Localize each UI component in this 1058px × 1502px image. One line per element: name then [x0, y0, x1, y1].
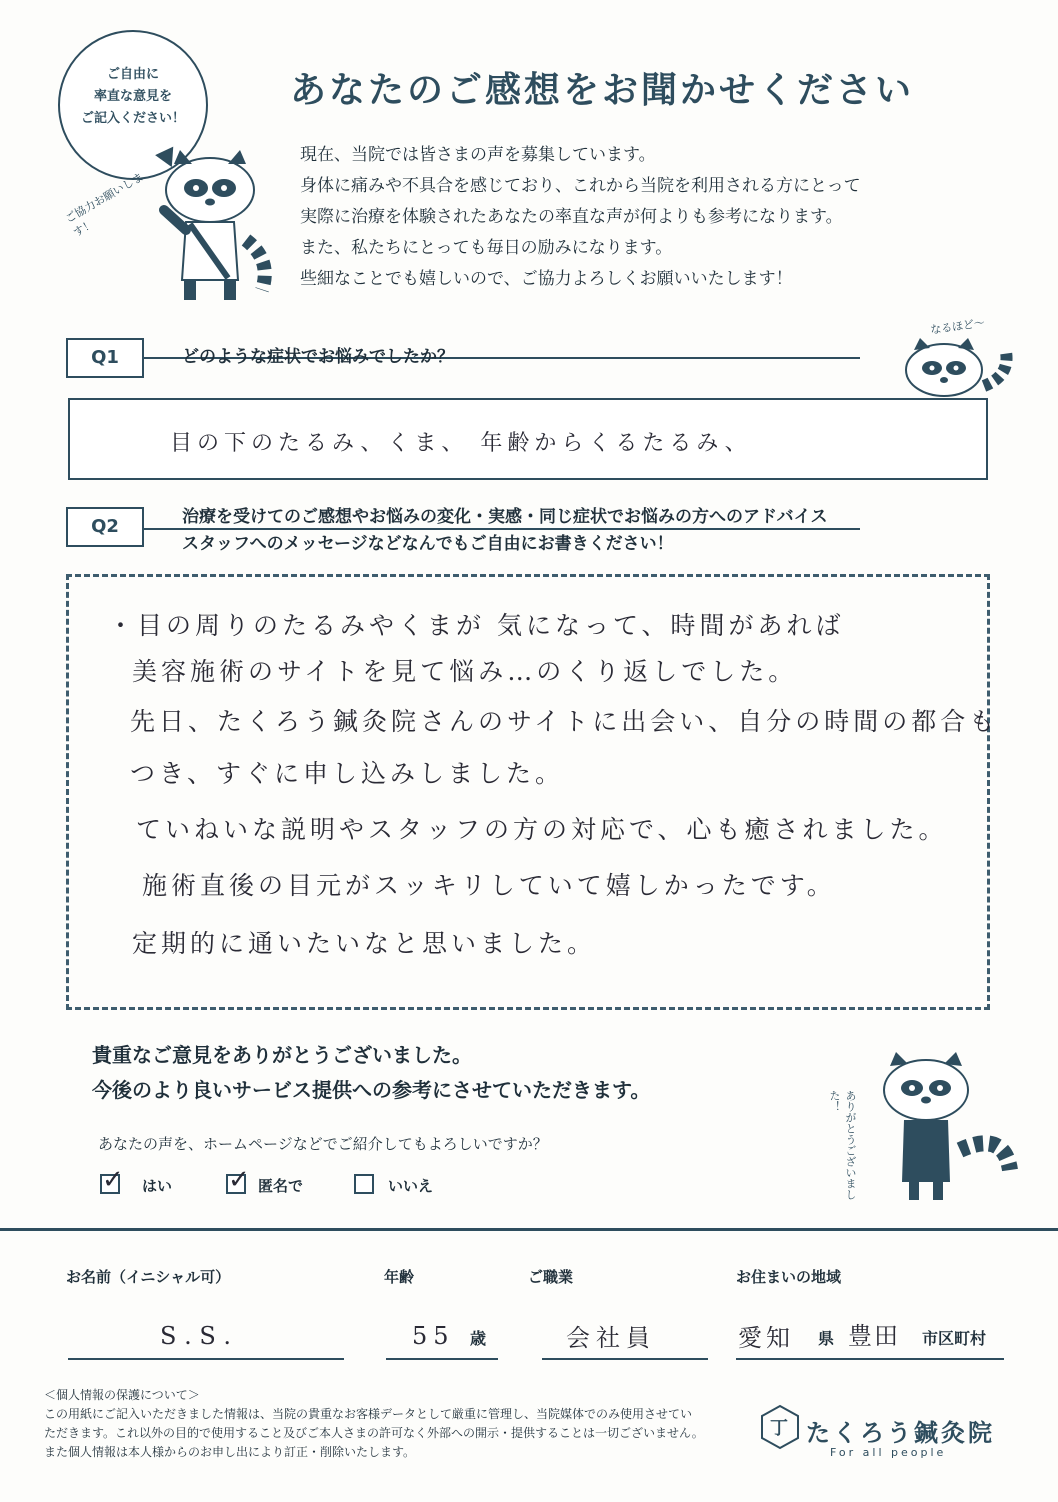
intro-text: 現在、当院では皆さまの声を募集しています。 身体に痛みや不具合を感じており、これから当院を利用される方にとって 実際に治療を体験されたあなたの率直な声が何よりも参考になります。 また、私たちにとっても毎日の励みになります。 些細なことでも嬉しいので、ご協力よろしくお願いいたします！: [300, 145, 861, 289]
age-value[interactable]: 55: [412, 1322, 455, 1350]
city-unit: 市区町村: [922, 1329, 987, 1348]
page-title: あなたのご感想をお聞かせください: [290, 70, 915, 111]
age-label: 年齢: [384, 1268, 415, 1286]
prefecture-value[interactable]: 愛知: [738, 1324, 794, 1352]
name-label: お名前（イニシャル可）: [66, 1268, 231, 1286]
consent-anonymous-label: 匿名で: [258, 1177, 304, 1195]
age-underline: [386, 1358, 498, 1360]
speech-bubble-text: ご自由に 率直な意見を ご記入ください！: [80, 67, 185, 126]
checkmark-icon: ✓: [228, 1165, 250, 1195]
consent-question: あなたの声を、ホームページなどでご紹介してもよろしいですか？: [98, 1135, 548, 1153]
q1-mascot-note: なるほど〜: [929, 316, 986, 337]
thanks-message: 貴重なご意見をありがとうございました。 今後のより良いサービス提供への参考にさせていただきます。: [92, 1043, 651, 1102]
clinic-name: たくろう鍼灸院: [806, 1419, 995, 1447]
raccoon-mascot-icon: [150, 150, 280, 310]
answer-line: ・目の周りのたるみやくまが 気になって、時間があれば: [108, 611, 845, 640]
q1-question: どのような症状でお悩みでしたか？: [182, 347, 454, 367]
logo-mark: 丁: [770, 1418, 788, 1439]
answer-line: ていねいな説明やスタッフの方の対応で、心も癒されました。: [136, 815, 948, 844]
prefecture-unit: 県: [818, 1329, 835, 1348]
job-label: ご職業: [528, 1268, 574, 1286]
consent-yes-label: はい: [142, 1177, 173, 1195]
consent-no-checkbox[interactable]: [354, 1174, 374, 1194]
job-underline: [542, 1358, 708, 1360]
name-underline: [68, 1358, 344, 1360]
thanks-mascot-note: ありがとうございました！: [828, 1090, 857, 1200]
checkmark-icon: ✓: [102, 1165, 124, 1195]
privacy-notice: ＜個人情報の保護について＞ この用紙にご記入いただきました情報は、当院の貴重なお客様データとして厳重に管理し、当院媒体でのみ使用させてい ただきます。これ以外の目的で使用すること及びご本人さまの許可なく外部への開示・提供することは一切ございません。 また個人情報は本人様からのお申し出により訂正・削除いたします。: [44, 1388, 704, 1459]
q2-label: Q2: [66, 507, 144, 547]
side-note: ご協力お願いします！: [63, 170, 146, 240]
clinic-tagline: For all people: [830, 1446, 947, 1459]
q2-question: 治療を受けてのご感想やお悩みの変化・実感・同じ症状でお悩みの方へのアドバイス スタッフへのメッセージなどなんでもご自由にお書きください！: [182, 507, 828, 554]
q1-answer-text: 目の下のたるみ、くま、 年齢からくるたるみ、: [170, 431, 752, 456]
answer-line: 定期的に通いたいなと思いました。: [132, 929, 597, 958]
age-unit: 歳: [470, 1329, 487, 1348]
consent-no-label: いいえ: [388, 1177, 434, 1195]
name-value[interactable]: S . S .: [160, 1322, 232, 1350]
job-value[interactable]: 会社員: [566, 1324, 656, 1352]
answer-line: 美容施術のサイトを見て悩み…のくり返しでした。: [132, 657, 798, 686]
q1-label: Q1: [66, 338, 144, 378]
answer-line: 施術直後の目元がスッキリしていて嬉しかったです。: [142, 871, 836, 900]
answer-line: つき、すぐに申し込みしました。: [130, 759, 565, 788]
raccoon-thanks-icon: [864, 1050, 1024, 1210]
city-value[interactable]: 豊田: [848, 1322, 900, 1350]
area-underline: [736, 1358, 1004, 1360]
section-divider: [0, 1228, 1058, 1231]
answer-line: 先日、たくろう鍼灸院さんのサイトに出会い、自分の時間の都合も: [130, 707, 999, 736]
raccoon-peek-icon: [900, 336, 1020, 402]
area-label: お住まいの地域: [736, 1268, 842, 1286]
